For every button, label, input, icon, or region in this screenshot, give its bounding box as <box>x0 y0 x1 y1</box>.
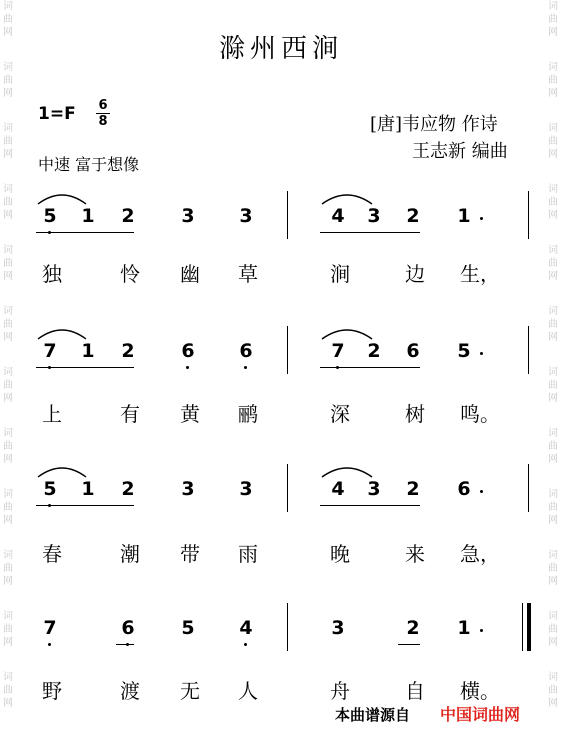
time-signature-top: 6 <box>98 98 108 113</box>
note: 3 <box>239 205 253 227</box>
composer-credit: 王志新 编曲 <box>412 141 508 162</box>
note: 1 <box>81 340 95 362</box>
note: 2 <box>121 478 135 500</box>
watermark-char: 曲 <box>3 380 13 391</box>
watermark-char: 词 <box>548 611 558 622</box>
watermark-char: 网 <box>548 576 558 587</box>
watermark-char: 词 <box>548 367 558 378</box>
watermark-char: 曲 <box>3 319 13 330</box>
watermark-char: 曲 <box>548 441 558 452</box>
notes-row <box>0 478 562 518</box>
watermark-char: 网 <box>548 698 558 709</box>
lyric-char: 春 <box>42 542 62 566</box>
barline <box>528 326 529 374</box>
watermark-char: 词 <box>3 489 13 500</box>
slur <box>36 326 88 340</box>
watermark-char: 曲 <box>548 624 558 635</box>
lyric-char: 潮 <box>120 542 140 566</box>
watermark-char: 词 <box>3 367 13 378</box>
key-signature: 1=F <box>38 104 76 124</box>
song-title: 滁州西涧 <box>218 34 343 64</box>
note: 1 <box>457 617 471 639</box>
watermark-char: 曲 <box>548 502 558 513</box>
watermark-char: 网 <box>3 149 13 160</box>
watermark-char: 网 <box>3 210 13 221</box>
note: 1 <box>457 205 471 227</box>
note: 6 <box>457 478 471 500</box>
watermark-group <box>1 61 15 122</box>
watermark-char: 网 <box>3 698 13 709</box>
watermark-char: 曲 <box>548 258 558 269</box>
lyric-char: 舟 <box>330 679 350 703</box>
note: 3 <box>331 617 345 639</box>
lyric-char: 有 <box>120 402 140 426</box>
watermark-char: 曲 <box>548 380 558 391</box>
lyric-char: 带 <box>180 542 200 566</box>
lyric-char: 黄 <box>180 402 200 426</box>
beam-line <box>36 367 134 368</box>
watermark-char: 网 <box>548 149 558 160</box>
watermark-char: 词 <box>548 1 558 12</box>
barline <box>287 603 288 651</box>
watermark-char: 词 <box>548 489 558 500</box>
note: 3 <box>367 205 381 227</box>
watermark-char: 网 <box>548 393 558 404</box>
watermark-char: 曲 <box>3 624 13 635</box>
watermark-group <box>546 549 560 610</box>
watermark-char: 曲 <box>548 136 558 147</box>
beam-line <box>36 505 134 506</box>
note: 3 <box>367 478 381 500</box>
note: 6 <box>239 340 253 362</box>
lyric-char: 生， <box>460 262 500 286</box>
watermark-group <box>546 244 560 305</box>
note: 5 <box>43 478 57 500</box>
lyric-char: 人 <box>238 679 258 703</box>
low-octave-dot <box>186 366 189 369</box>
slur <box>36 191 88 205</box>
watermark-char: 网 <box>3 88 13 99</box>
lyric-char: 边 <box>405 262 425 286</box>
note: 7 <box>43 617 57 639</box>
lyric-char: 渡 <box>120 679 140 703</box>
beam-line <box>36 232 134 233</box>
watermark-group <box>1 671 15 732</box>
watermark-char: 曲 <box>3 258 13 269</box>
watermark-char: 曲 <box>548 685 558 696</box>
watermark-char: 词 <box>548 123 558 134</box>
lyric-char: 涧 <box>330 262 350 286</box>
watermark-char: 网 <box>3 27 13 38</box>
note: 2 <box>121 340 135 362</box>
watermark-char: 网 <box>3 515 13 526</box>
lyric-char: 怜 <box>120 262 140 286</box>
note: 3 <box>239 478 253 500</box>
beam-line <box>320 367 420 368</box>
note: 4 <box>331 205 345 227</box>
lyric-char: 草 <box>238 262 258 286</box>
note: 3 <box>181 205 195 227</box>
lyric-char: 雨 <box>238 542 258 566</box>
time-signature <box>96 98 110 129</box>
watermark-char: 网 <box>548 271 558 282</box>
watermark-char: 曲 <box>548 197 558 208</box>
note: 6 <box>181 340 195 362</box>
low-octave-dot <box>244 643 247 646</box>
watermark-char: 网 <box>3 393 13 404</box>
watermark-char: 词 <box>548 245 558 256</box>
augmentation-dot <box>480 217 483 220</box>
time-signature-bottom: 8 <box>98 114 108 129</box>
watermark-char: 曲 <box>3 14 13 25</box>
note: 7 <box>331 340 345 362</box>
barline <box>287 191 288 239</box>
watermark-char: 词 <box>548 428 558 439</box>
final-barline-thin <box>522 603 523 651</box>
beam-line <box>320 232 420 233</box>
watermark-char: 词 <box>3 184 13 195</box>
lyric-char: 鸣。 <box>460 402 500 426</box>
final-barline-thick <box>527 603 531 651</box>
notes-row <box>0 617 562 657</box>
augmentation-dot <box>480 490 483 493</box>
watermark-char: 词 <box>548 672 558 683</box>
note: 5 <box>457 340 471 362</box>
watermark-char: 网 <box>3 637 13 648</box>
lyric-char: 独 <box>42 262 62 286</box>
note: 6 <box>406 340 420 362</box>
watermark-char: 词 <box>548 62 558 73</box>
watermark-group <box>546 61 560 122</box>
watermark-group <box>1 122 15 183</box>
watermark-char: 网 <box>548 332 558 343</box>
watermark-char: 网 <box>548 637 558 648</box>
watermark-char: 词 <box>3 550 13 561</box>
barline <box>528 464 529 512</box>
note: 2 <box>121 205 135 227</box>
watermark-char: 词 <box>3 1 13 12</box>
source-site-link[interactable]: 中国词曲网 <box>440 705 521 724</box>
lyric-char: 鹂 <box>238 402 258 426</box>
augmentation-dot <box>480 352 483 355</box>
note: 4 <box>239 617 253 639</box>
lyric-char: 来 <box>405 542 425 566</box>
beam-line <box>116 644 134 645</box>
slur <box>36 464 88 478</box>
lyric-char: 树 <box>405 402 425 426</box>
note: 2 <box>367 340 381 362</box>
lyric-char: 深 <box>330 402 350 426</box>
watermark-char: 曲 <box>3 502 13 513</box>
watermark-group <box>1 244 15 305</box>
watermark-char: 词 <box>3 62 13 73</box>
watermark-char: 词 <box>3 428 13 439</box>
beam-line <box>398 644 420 645</box>
note: 5 <box>43 205 57 227</box>
note: 2 <box>406 478 420 500</box>
watermark-char: 曲 <box>3 75 13 86</box>
watermark-char: 曲 <box>3 136 13 147</box>
lyric-char: 野 <box>42 679 62 703</box>
watermark-char: 网 <box>3 332 13 343</box>
slur <box>320 464 374 478</box>
watermark-char: 曲 <box>548 75 558 86</box>
watermark-char: 网 <box>548 515 558 526</box>
watermark-char: 网 <box>548 27 558 38</box>
lyric-char: 晚 <box>330 542 350 566</box>
watermark-char: 网 <box>548 88 558 99</box>
poet-credit: [唐]韦应物 作诗 <box>370 114 498 135</box>
lyric-char: 急， <box>460 542 500 566</box>
slur <box>320 326 374 340</box>
watermark-char: 网 <box>3 454 13 465</box>
low-octave-dot <box>48 643 51 646</box>
beam-line <box>320 505 420 506</box>
watermark-char: 曲 <box>548 14 558 25</box>
notes-row <box>0 205 562 245</box>
watermark-group <box>546 122 560 183</box>
lyric-char: 幽 <box>180 262 200 286</box>
watermark-char: 词 <box>548 184 558 195</box>
lyric-char: 无 <box>180 679 200 703</box>
watermark-group <box>546 671 560 732</box>
lyric-char: 自 <box>405 679 425 703</box>
watermark-group <box>1 549 15 610</box>
watermark-char: 词 <box>3 123 13 134</box>
augmentation-dot <box>480 629 483 632</box>
watermark-char: 词 <box>3 306 13 317</box>
watermark-char: 网 <box>548 454 558 465</box>
source-label: 本曲谱源自 <box>335 706 411 724</box>
lyric-char: 上 <box>42 402 62 426</box>
watermark-char: 曲 <box>3 685 13 696</box>
note: 5 <box>181 617 195 639</box>
note: 7 <box>43 340 57 362</box>
slur <box>320 191 374 205</box>
watermark-char: 网 <box>3 271 13 282</box>
watermark-char: 曲 <box>548 563 558 574</box>
watermark-char: 网 <box>548 210 558 221</box>
note: 2 <box>406 205 420 227</box>
barline <box>528 191 529 239</box>
watermark-char: 词 <box>3 672 13 683</box>
watermark-char: 曲 <box>548 319 558 330</box>
note: 4 <box>331 478 345 500</box>
note: 6 <box>121 617 135 639</box>
watermark-char: 曲 <box>3 441 13 452</box>
lyric-char: 横。 <box>460 679 500 703</box>
watermark-char: 词 <box>3 611 13 622</box>
watermark-char: 词 <box>3 245 13 256</box>
watermark-char: 曲 <box>3 197 13 208</box>
low-octave-dot <box>244 366 247 369</box>
tempo-marking: 中速 富于想像 <box>38 155 140 174</box>
watermark-char: 网 <box>3 576 13 587</box>
note: 2 <box>406 617 420 639</box>
barline <box>287 326 288 374</box>
note: 1 <box>81 478 95 500</box>
watermark-char: 曲 <box>3 563 13 574</box>
note: 1 <box>81 205 95 227</box>
note: 3 <box>181 478 195 500</box>
notes-row <box>0 340 562 380</box>
watermark-char: 词 <box>548 550 558 561</box>
barline <box>287 464 288 512</box>
watermark-char: 词 <box>548 306 558 317</box>
